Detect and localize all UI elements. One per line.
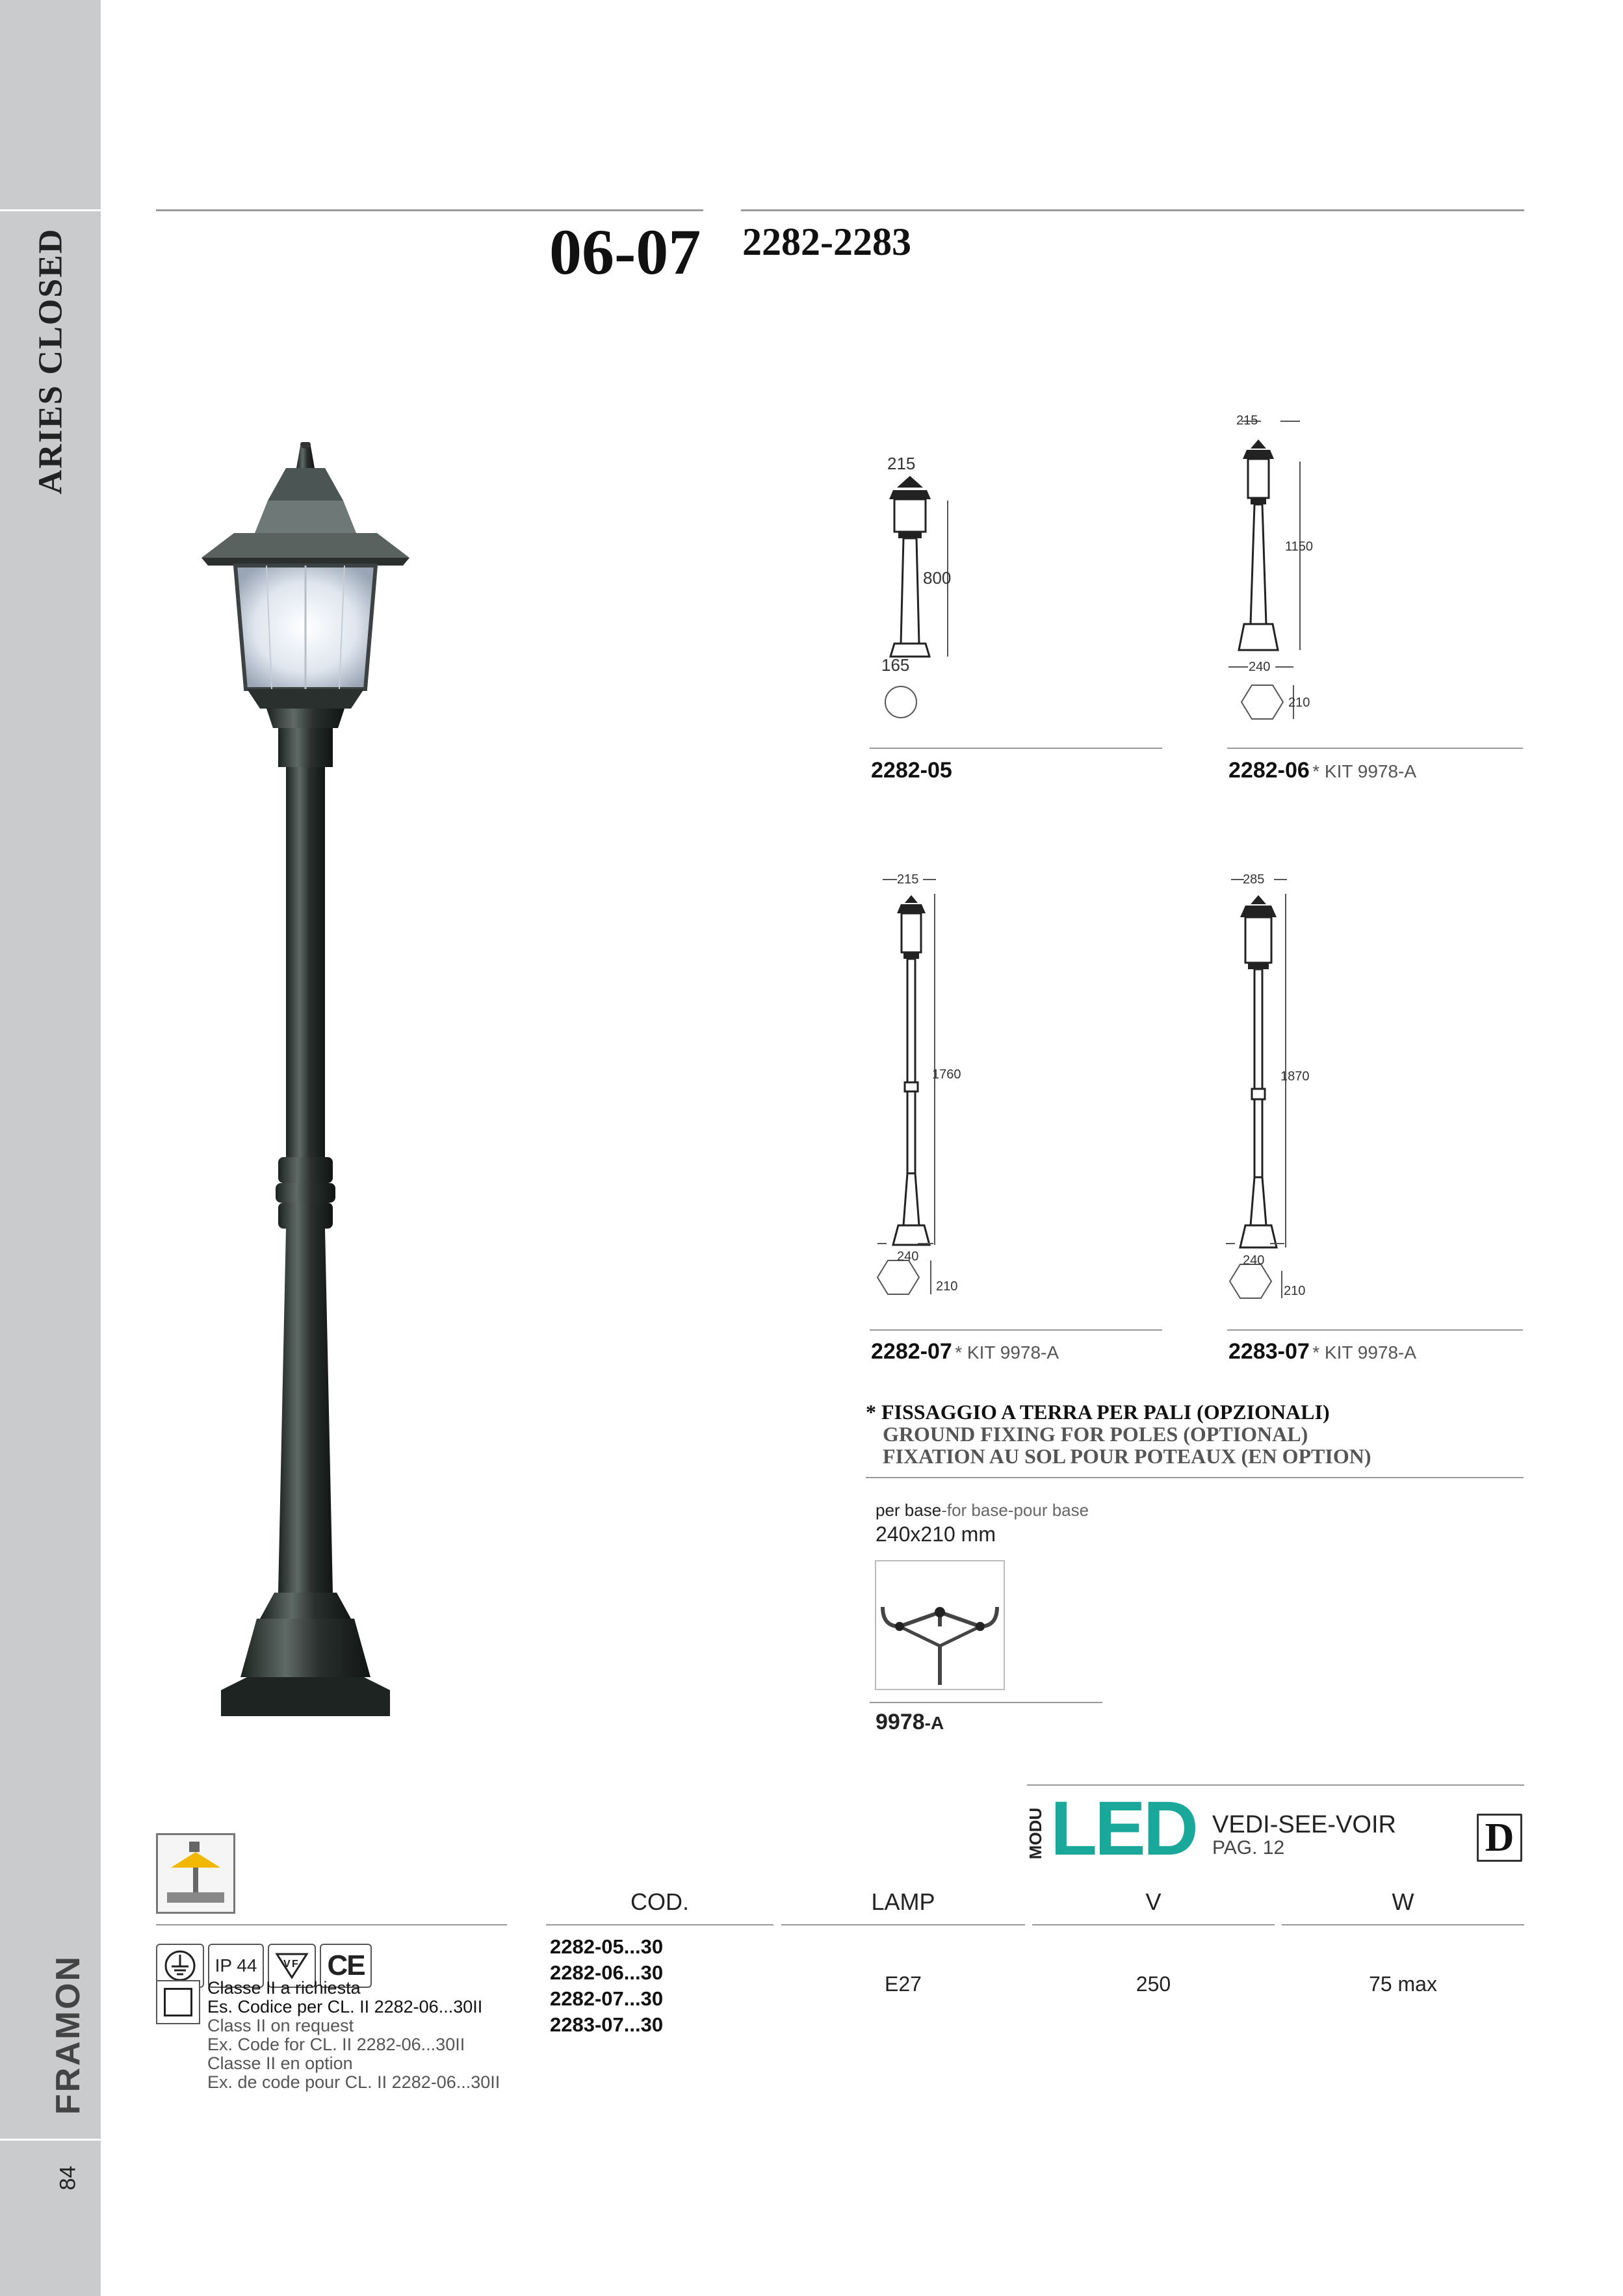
led-see-text: VEDI-SEE-VOIR: [1212, 1811, 1396, 1838]
class-en: Class II on request: [207, 2016, 354, 2035]
variant-2282-07-diagram: [871, 874, 975, 1310]
volt-value: 250: [1136, 1972, 1171, 1996]
class-it-example: Es. Codice per CL. II 2282-06...30II: [207, 1997, 483, 2016]
dim-2282-05-base: 165: [881, 655, 910, 675]
code-row: 2283-07...30: [550, 2013, 664, 2036]
caption-rule-2283-07: [1227, 1329, 1523, 1331]
ground-install-icon: [156, 1833, 235, 1914]
led-logo-text: LED: [1050, 1786, 1196, 1872]
header-rule-right: [741, 209, 1524, 211]
col-header-v: V: [1145, 1888, 1162, 1915]
ip-rating-badge: IP 44: [208, 1944, 264, 1988]
variant-2283-07-diagram: [1222, 874, 1326, 1316]
spec-rule-left: [156, 1924, 507, 1925]
code-list: [550, 1934, 663, 2038]
led-page-text: PAG. 12: [1212, 1837, 1285, 1859]
kit-2282-06: * KIT 9978-A: [1312, 761, 1417, 781]
class-en-example: Ex. Code for CL. II 2282-06...30II: [207, 2035, 465, 2054]
page-number: 84: [55, 2165, 81, 2190]
svg-text:F: F: [292, 1959, 298, 1970]
class-fr-example: Ex. de code pour CL. II 2282-06...30II: [207, 2072, 500, 2092]
kit-size: 240x210 mm: [876, 1522, 996, 1546]
code-row: 2282-05...30: [550, 1935, 664, 1958]
svg-text:V: V: [283, 1959, 291, 1970]
kit-base-bold: per base: [876, 1500, 942, 1520]
code-row: 2282-06...30: [550, 1961, 664, 1984]
main-code: 06-07: [549, 216, 701, 288]
dim-2283-07-base-d: 210: [1284, 1284, 1306, 1298]
dim-2282-06-height: 1150: [1285, 540, 1314, 554]
header-rule-left: [156, 209, 703, 211]
dim-2282-05-height: 800: [923, 568, 952, 588]
col-header-cod: COD.: [630, 1888, 689, 1915]
dim-2282-07-width: 215: [897, 872, 919, 887]
dim-2282-07-base-d: 210: [936, 1279, 958, 1294]
code-2282-07: 2282-07: [871, 1339, 952, 1364]
fixing-note-rule: [866, 1477, 1524, 1478]
fixing-note: [866, 1401, 1371, 1467]
dim-2283-07-height: 1870: [1280, 1069, 1310, 1084]
sidebar-divider-top: [0, 209, 101, 211]
dim-2282-06-base-w: 240: [1249, 660, 1271, 674]
code-2282-05: 2282-05: [871, 758, 952, 783]
col-header-w: W: [1392, 1888, 1414, 1915]
brand-logo: FRAMON: [49, 1954, 87, 2115]
class-it: Classe II a richiesta: [207, 1978, 361, 1998]
code-2283-07: 2283-07: [1228, 1339, 1310, 1364]
dim-2283-07-base-w: 240: [1243, 1253, 1265, 1268]
lamp-value: E27: [885, 1972, 922, 1996]
modu-text: MODU: [1026, 1807, 1046, 1859]
class-ii-text: [207, 1979, 500, 2092]
kit-base-label: [876, 1500, 1089, 1520]
caption-rule-2282-06: [1227, 748, 1523, 749]
spec-rule-cod: [546, 1924, 773, 1925]
class-ii-icon: [156, 1980, 200, 2024]
ce-mark: CE: [320, 1944, 372, 1988]
series-title: ARIES CLOSED: [32, 228, 70, 494]
dim-2282-06-base-d: 210: [1288, 696, 1310, 710]
class-d-badge: D: [1477, 1814, 1522, 1862]
caption-2282-06: [1228, 758, 1416, 783]
kit-code: [876, 1710, 944, 1735]
fixing-note-it: * FISSAGGIO A TERRA PER PALI (OPZIONALI): [866, 1400, 1330, 1424]
dim-2283-07-width: 285: [1243, 872, 1265, 887]
fixing-note-fr: FIXATION AU SOL POUR POTEAUX (EN OPTION): [883, 1444, 1371, 1468]
spec-rule-v: [1032, 1924, 1275, 1925]
kit-2283-07: * KIT 9978-A: [1312, 1342, 1417, 1363]
caption-2282-07: [871, 1339, 1059, 1364]
dim-2282-06-width: 215: [1236, 413, 1258, 428]
kit-rule: [870, 1702, 1102, 1703]
class-fr: Classe II en option: [207, 2054, 353, 2073]
kit-2282-07: * KIT 9978-A: [955, 1342, 1059, 1363]
code-row: 2282-07...30: [550, 1987, 664, 2010]
col-header-lamp: LAMP: [871, 1888, 935, 1915]
caption-rule-2282-07: [870, 1329, 1162, 1331]
spec-rule-lamp: [781, 1924, 1025, 1925]
dim-2282-05-width: 215: [887, 454, 916, 473]
kit-code-suffix: -A: [924, 1713, 944, 1733]
variant-2282-06-diagram: [1222, 416, 1326, 728]
caption-rule-2282-05: [870, 748, 1162, 749]
sub-code: 2282-2283: [742, 220, 911, 263]
fixing-note-en: GROUND FIXING FOR POLES (OPTIONAL): [883, 1422, 1308, 1446]
code-2282-06: 2282-06: [1228, 758, 1310, 783]
dim-2282-07-height: 1760: [932, 1067, 961, 1082]
spec-rule-w: [1282, 1924, 1524, 1925]
dim-2282-07-base-w: 240: [897, 1249, 919, 1264]
lamp-photo: [195, 442, 416, 1742]
kit-code-main: 9978: [876, 1710, 925, 1734]
variant-2282-05-diagram: [871, 449, 975, 728]
kit-base-rest: -for base-pour base: [941, 1500, 1089, 1520]
kit-image: [875, 1560, 1005, 1690]
watt-value: 75 max: [1369, 1972, 1437, 1996]
caption-2283-07: [1228, 1339, 1416, 1364]
